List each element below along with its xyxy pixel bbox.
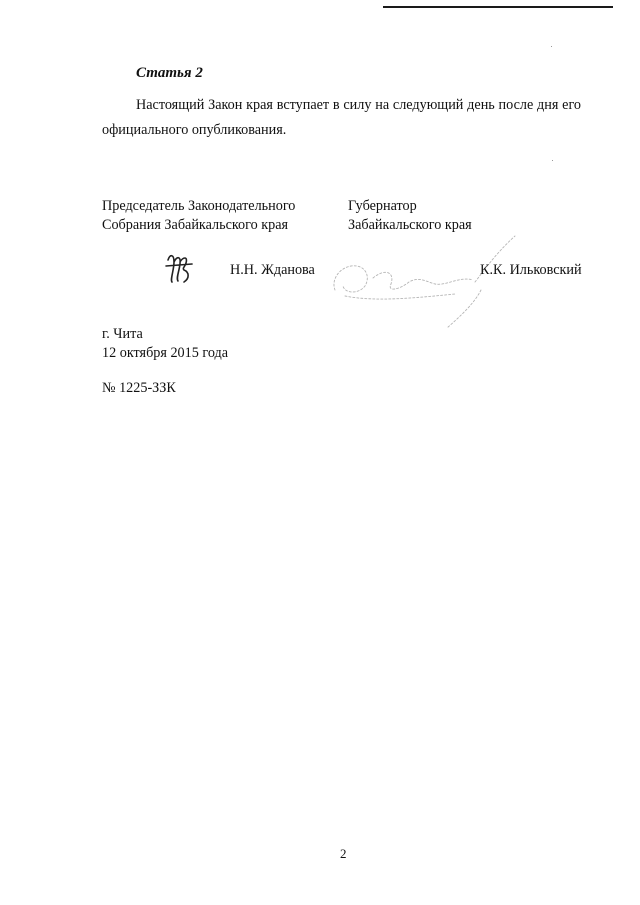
right-title-line-1: Губернатор xyxy=(348,198,417,214)
scan-speck xyxy=(552,160,553,161)
scan-speck xyxy=(551,46,552,47)
place: г. Чита xyxy=(102,326,143,342)
article-body: Настоящий Закон края вступает в силу на следующий день после дня его официального опубликования. xyxy=(102,97,581,138)
article-heading: Статья 2 xyxy=(136,65,203,81)
left-title-line-2: Собрания Забайкальского края xyxy=(102,217,289,233)
left-signatory-title xyxy=(102,197,295,235)
document-number: № 1225-ЗЗК xyxy=(102,380,176,396)
left-signatory-name: Н.Н. Жданова xyxy=(230,262,315,278)
right-signatory-name: К.К. Ильковский xyxy=(480,262,582,278)
place-and-date xyxy=(102,325,228,363)
right-title-line-2: Забайкальского края xyxy=(348,217,472,233)
date: 12 октября 2015 года xyxy=(102,345,229,361)
page-number: 2 xyxy=(340,846,347,861)
top-rule xyxy=(383,6,613,8)
signature-zhdanova xyxy=(162,248,200,286)
right-signatory-title xyxy=(348,197,472,235)
signature-ilkovsky xyxy=(325,232,525,332)
left-title-line-1: Председатель Законодательного xyxy=(102,198,296,214)
